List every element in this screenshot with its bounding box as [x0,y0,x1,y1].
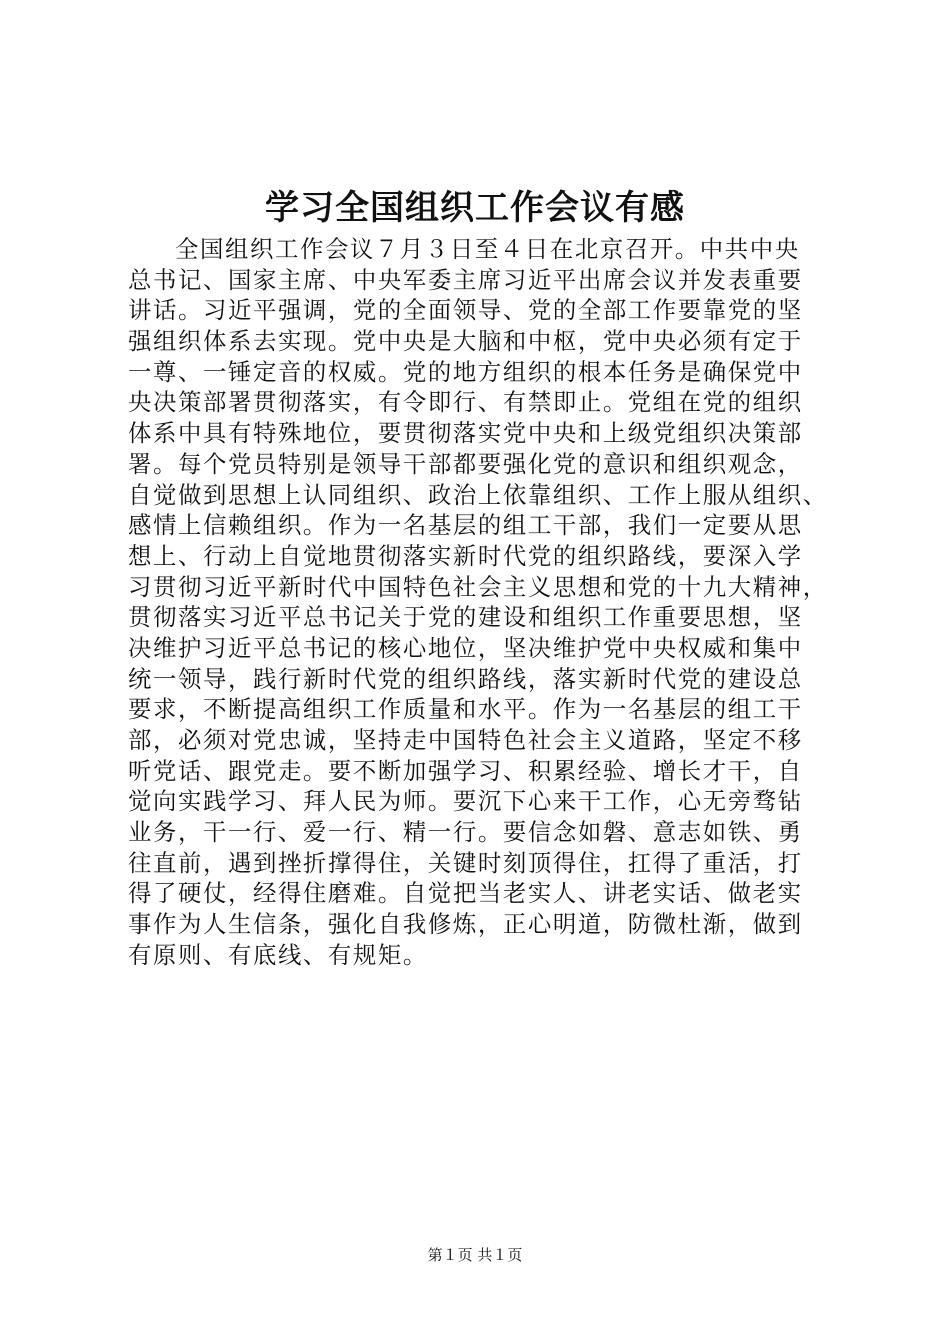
body-line: 事作为人生信条，强化自我修炼，正心明道，防微杜渐，做到 [128,910,803,939]
body-line: 总书记、国家主席、中央军委主席习近平出席会议并发表重要 [128,265,803,294]
body-line: 想上、行动上自觉地贯彻落实新时代党的组织路线，要深入学 [128,541,803,570]
body-line: 一尊、一锤定音的权威。党的地方组织的根本任务是确保党中 [128,357,803,386]
body-line: 体系中具有特殊地位，要贯彻落实党中央和上级党组织决策部 [128,419,803,448]
body-line: 感情上信赖组织。作为一名基层的组工干部，我们一定要从思 [128,511,803,540]
document-title: 学习全国组织工作会议有感 [265,188,685,228]
body-line: 要求，不断提高组织工作质量和水平。作为一名基层的组工干 [128,695,803,724]
page-number-footer: 第１页 共１页 [427,1246,523,1264]
body-line: 往直前，遇到挫折撑得住，关键时刻顶得住，扛得了重活，打 [128,848,803,877]
body-line: 习贯彻习近平新时代中国特色社会主义思想和党的十九大精神， [128,572,828,601]
body-line: 听党话、跟党走。要不断加强学习、积累经验、增长才干，自 [128,756,803,785]
body-line: 署。每个党员特别是领导干部都要强化党的意识和组织观念， [128,449,803,478]
document-body [128,234,828,971]
body-line: 决维护习近平总书记的核心地位，坚决维护党中央权威和集中 [128,633,803,662]
body-line: 统一领导，践行新时代党的组织路线，落实新时代党的建设总 [128,664,803,693]
body-line: 业务，干一行、爱一行、精一行。要信念如磐、意志如铁、勇 [128,818,803,847]
body-line: 贯彻落实习近平总书记关于党的建设和组织工作重要思想，坚 [128,603,803,632]
body-line: 得了硬仗，经得住磨难。自觉把当老实人、讲老实话、做老实 [128,879,803,908]
body-line: 自觉做到思想上认同组织、政治上依靠组织、工作上服从组织、 [128,480,828,509]
body-line: 全国组织工作会议７月３日至４日在北京召开。中共中央 [175,235,800,263]
body-line: 觉向实践学习、拜人民为师。要沉下心来干工作，心无旁骛钻 [128,787,803,816]
body-line: 部，必须对党忠诚，坚持走中国特色社会主义道路，坚定不移 [128,726,803,754]
body-line: 强组织体系去实现。党中央是大脑和中枢，党中央必须有定于 [128,327,803,356]
body-line: 讲话。习近平强调，党的全面领导、党的全部工作要靠党的坚 [128,296,803,325]
body-line: 有原则、有底线、有规矩。 [128,940,428,969]
body-line: 央决策部署贯彻落实，有令即行、有禁即止。党组在党的组织 [128,388,803,417]
